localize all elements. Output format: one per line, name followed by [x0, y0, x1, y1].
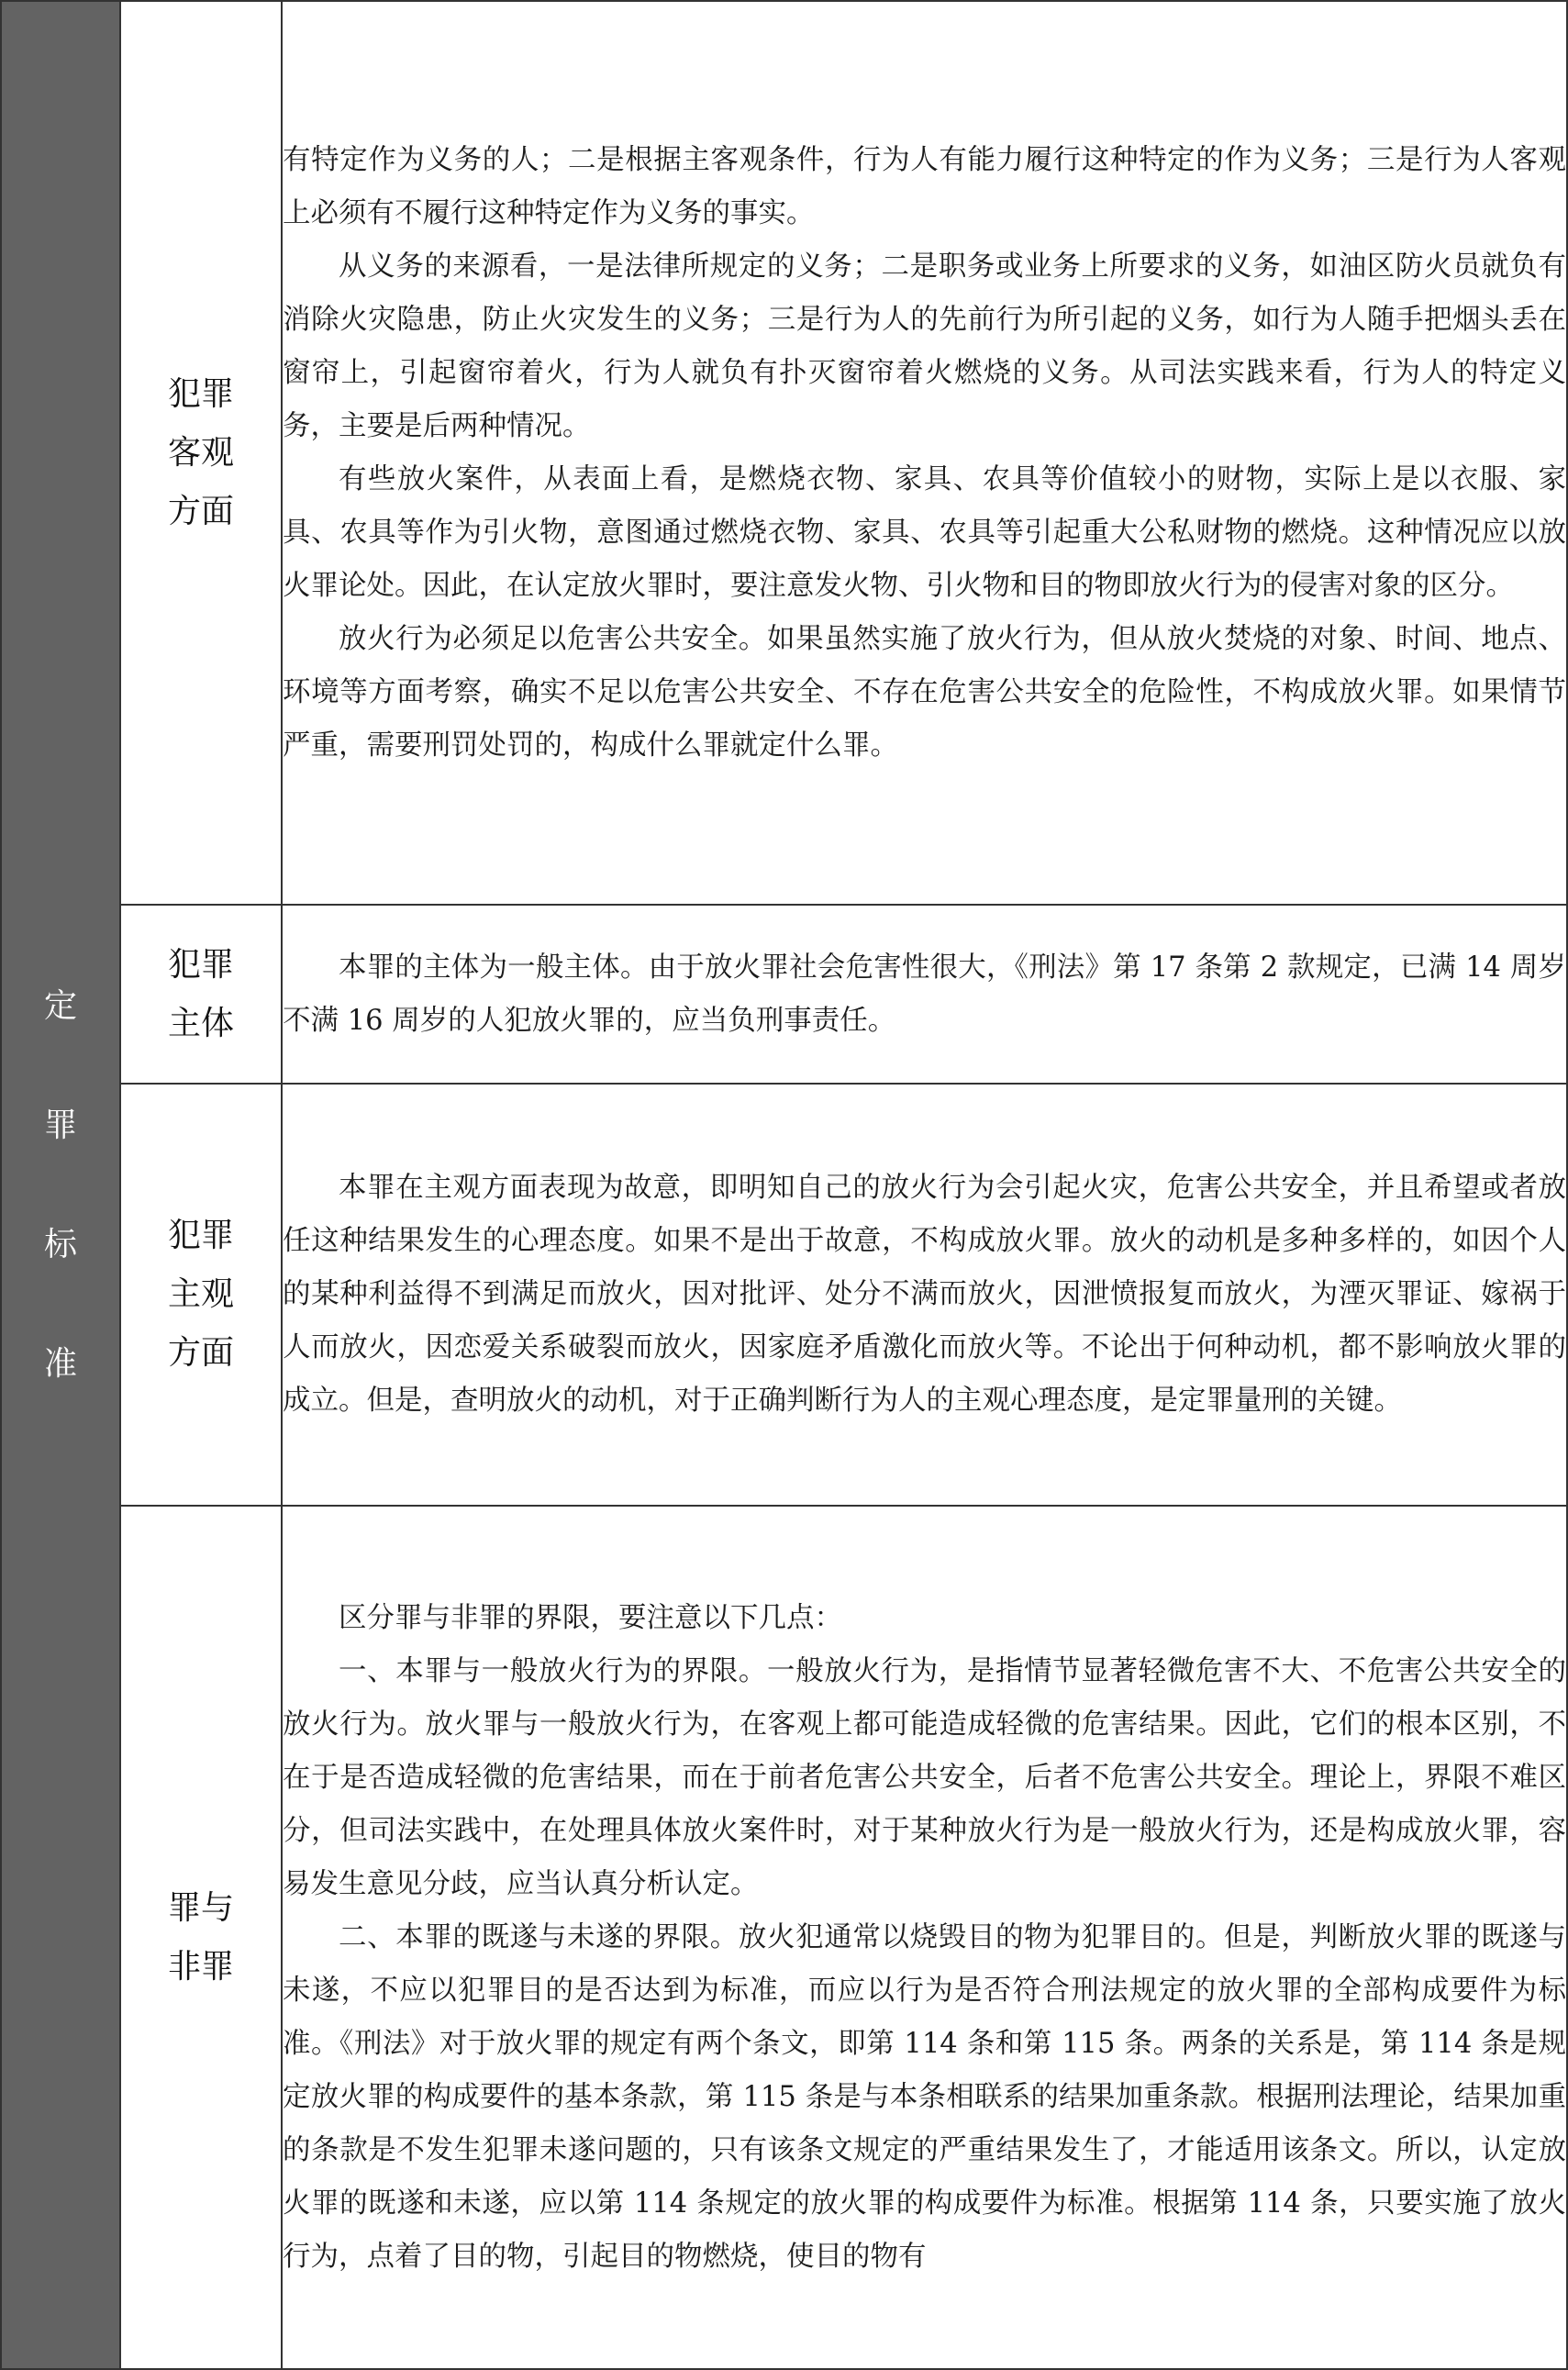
row-label-line: 方面: [167, 1334, 234, 1372]
table-row-objective-aspect: [1, 1, 1567, 905]
paragraph: 本罪在主观方面表现为故意，即明知自己的放火行为会引起火灾，危害公共安全，并且希望或者放任这种结果发生的心理态度。如果不是出于故意，不构成放火罪。放火的动机是多种多样的，如因个人的某种利益得不到满足而放火，因对批评、处分不满而放火，因泄愤报复而放火，为湮灭罪证、嫁祸于人而放火，因恋爱关系破裂而放火，因家庭矛盾激化而放火等。不论出于何种动机，都不影响放火罪的成立。但是，查明放火的动机，对于正确判断行为人的主观心理态度，是定罪量刑的关键。: [283, 1172, 1566, 1417]
paragraph: 有特定作为义务的人；二是根据主客观条件，行为人有能力履行这种特定的作为义务；三是行为人客观上必须有不履行这种特定作为义务的事实。: [283, 143, 1566, 229]
row-label-line: 非罪: [167, 1947, 234, 1986]
row-content-subject: [282, 905, 1567, 1084]
paragraph: 一、本罪与一般放火行为的界限。一般放火行为，是指情节显著轻微危害不大、不危害公共安全的放火行为。放火罪与一般放火行为，在客观上都可能造成轻微的危害结果。因此，它们的根本区别，不在于是否造成轻微的危害结果，而在于前者危害公共安全，后者不危害公共安全。理论上，界限不难区分，但司法实践中，在处理具体放火案件时，对于某种放火行为是一般放火行为，还是构成放火罪，容易发生意见分歧，应当认真分析认定。: [283, 1654, 1566, 1900]
paragraph: 本罪的主体为一般主体。由于放火罪社会危害性很大，《刑法》第 17 条第 2 款规定，已满 14 周岁不满 16 周岁的人犯放火罪的，应当负刑事责任。: [283, 951, 1566, 1037]
paragraph: 从义务的来源看，一是法律所规定的义务；二是职务或业务上所要求的义务，如油区防火员就负有消除火灾隐患，防止火灾发生的义务；三是行为人的先前行为所引起的义务，如行为人随手把烟头丢在窗帘上，引起窗帘着火，行为人就负有扑灭窗帘着火燃烧的义务。从司法实践来看，行为人的特定义务，主要是后两种情况。: [283, 250, 1566, 442]
row-label-line: 主观: [167, 1275, 234, 1313]
row-label-line: 罪与: [167, 1888, 234, 1927]
side-label-char: 标: [43, 1225, 77, 1263]
row-content-subjective-aspect: [282, 1084, 1567, 1506]
paragraph: 二、本罪的既遂与未遂的界限。放火犯通常以烧毁目的物为犯罪目的。但是，判断放火罪的既遂与未遂，不应以犯罪目的是否达到为标准，而应以行为是否符合刑法规定的放火罪的全部构成要件为标准。《刑法》对于放火罪的规定有两个条文，即第 114 条和第 115 条。两条的关系是，第 114 条是规定放火罪的构成要件的基本条款，第 115 条是与本条相联系的结果加重条款。根据刑法理论，结果加重的条款是不发生犯罪未遂问题的，只有该条文规定的严重结果发生了，才能适用该条文。所以，认定放火罪的既遂和未遂，应以第 114 条规定的放火罪的构成要件为标准。根据第 114 条，只要实施了放火行为，点着了目的物，引起目的物燃烧，使目的物有: [283, 1920, 1566, 2273]
row-label-line: 主体: [167, 1004, 234, 1042]
paragraph: 放火行为必须足以危害公共安全。如果虽然实施了放火行为，但从放火焚烧的对象、时间、地点、环境等方面考察，确实不足以危害公共安全、不存在危害公共安全的危险性，不构成放火罪。如果情节严重，需要刑罚处罚的，构成什么罪就定什么罪。: [283, 622, 1566, 762]
row-label-line: 犯罪: [167, 1217, 234, 1254]
row-label-objective-aspect: [120, 1, 282, 905]
side-label-char: 定: [43, 986, 77, 1025]
row-label-line: 犯罪: [167, 374, 234, 413]
row-label-line: 客观: [167, 433, 234, 472]
table-row-crime-vs-noncrime: [1, 1506, 1567, 2369]
paragraph: 区分罪与非罪的界限，要注意以下几点：: [339, 1601, 842, 1634]
side-label-char: 罪: [43, 1106, 77, 1144]
side-label-column: [1, 1, 120, 2369]
paragraph: 有些放火案件，从表面上看，是燃烧衣物、家具、农具等价值较小的财物，实际上是以衣服、家具、农具等作为引火物，意图通过燃烧衣物、家具、农具等引起重大公私财物的燃烧。这种情况应以放火罪论处。因此，在认定放火罪时，要注意发火物、引火物和目的物即放火行为的侵害对象的区分。: [283, 462, 1566, 602]
table-row-subjective-aspect: [1, 1084, 1567, 1506]
row-content-objective-aspect: [282, 1, 1567, 905]
row-content-crime-vs-noncrime: [282, 1506, 1567, 2369]
row-label-subjective-aspect: [120, 1084, 282, 1506]
row-label-subject: [120, 905, 282, 1084]
row-label-crime-vs-noncrime: [120, 1506, 282, 2369]
table-row-subject: [1, 905, 1567, 1084]
row-label-line: 犯罪: [167, 945, 234, 984]
side-label-char: 准: [43, 1344, 77, 1383]
row-label-line: 方面: [167, 492, 234, 530]
